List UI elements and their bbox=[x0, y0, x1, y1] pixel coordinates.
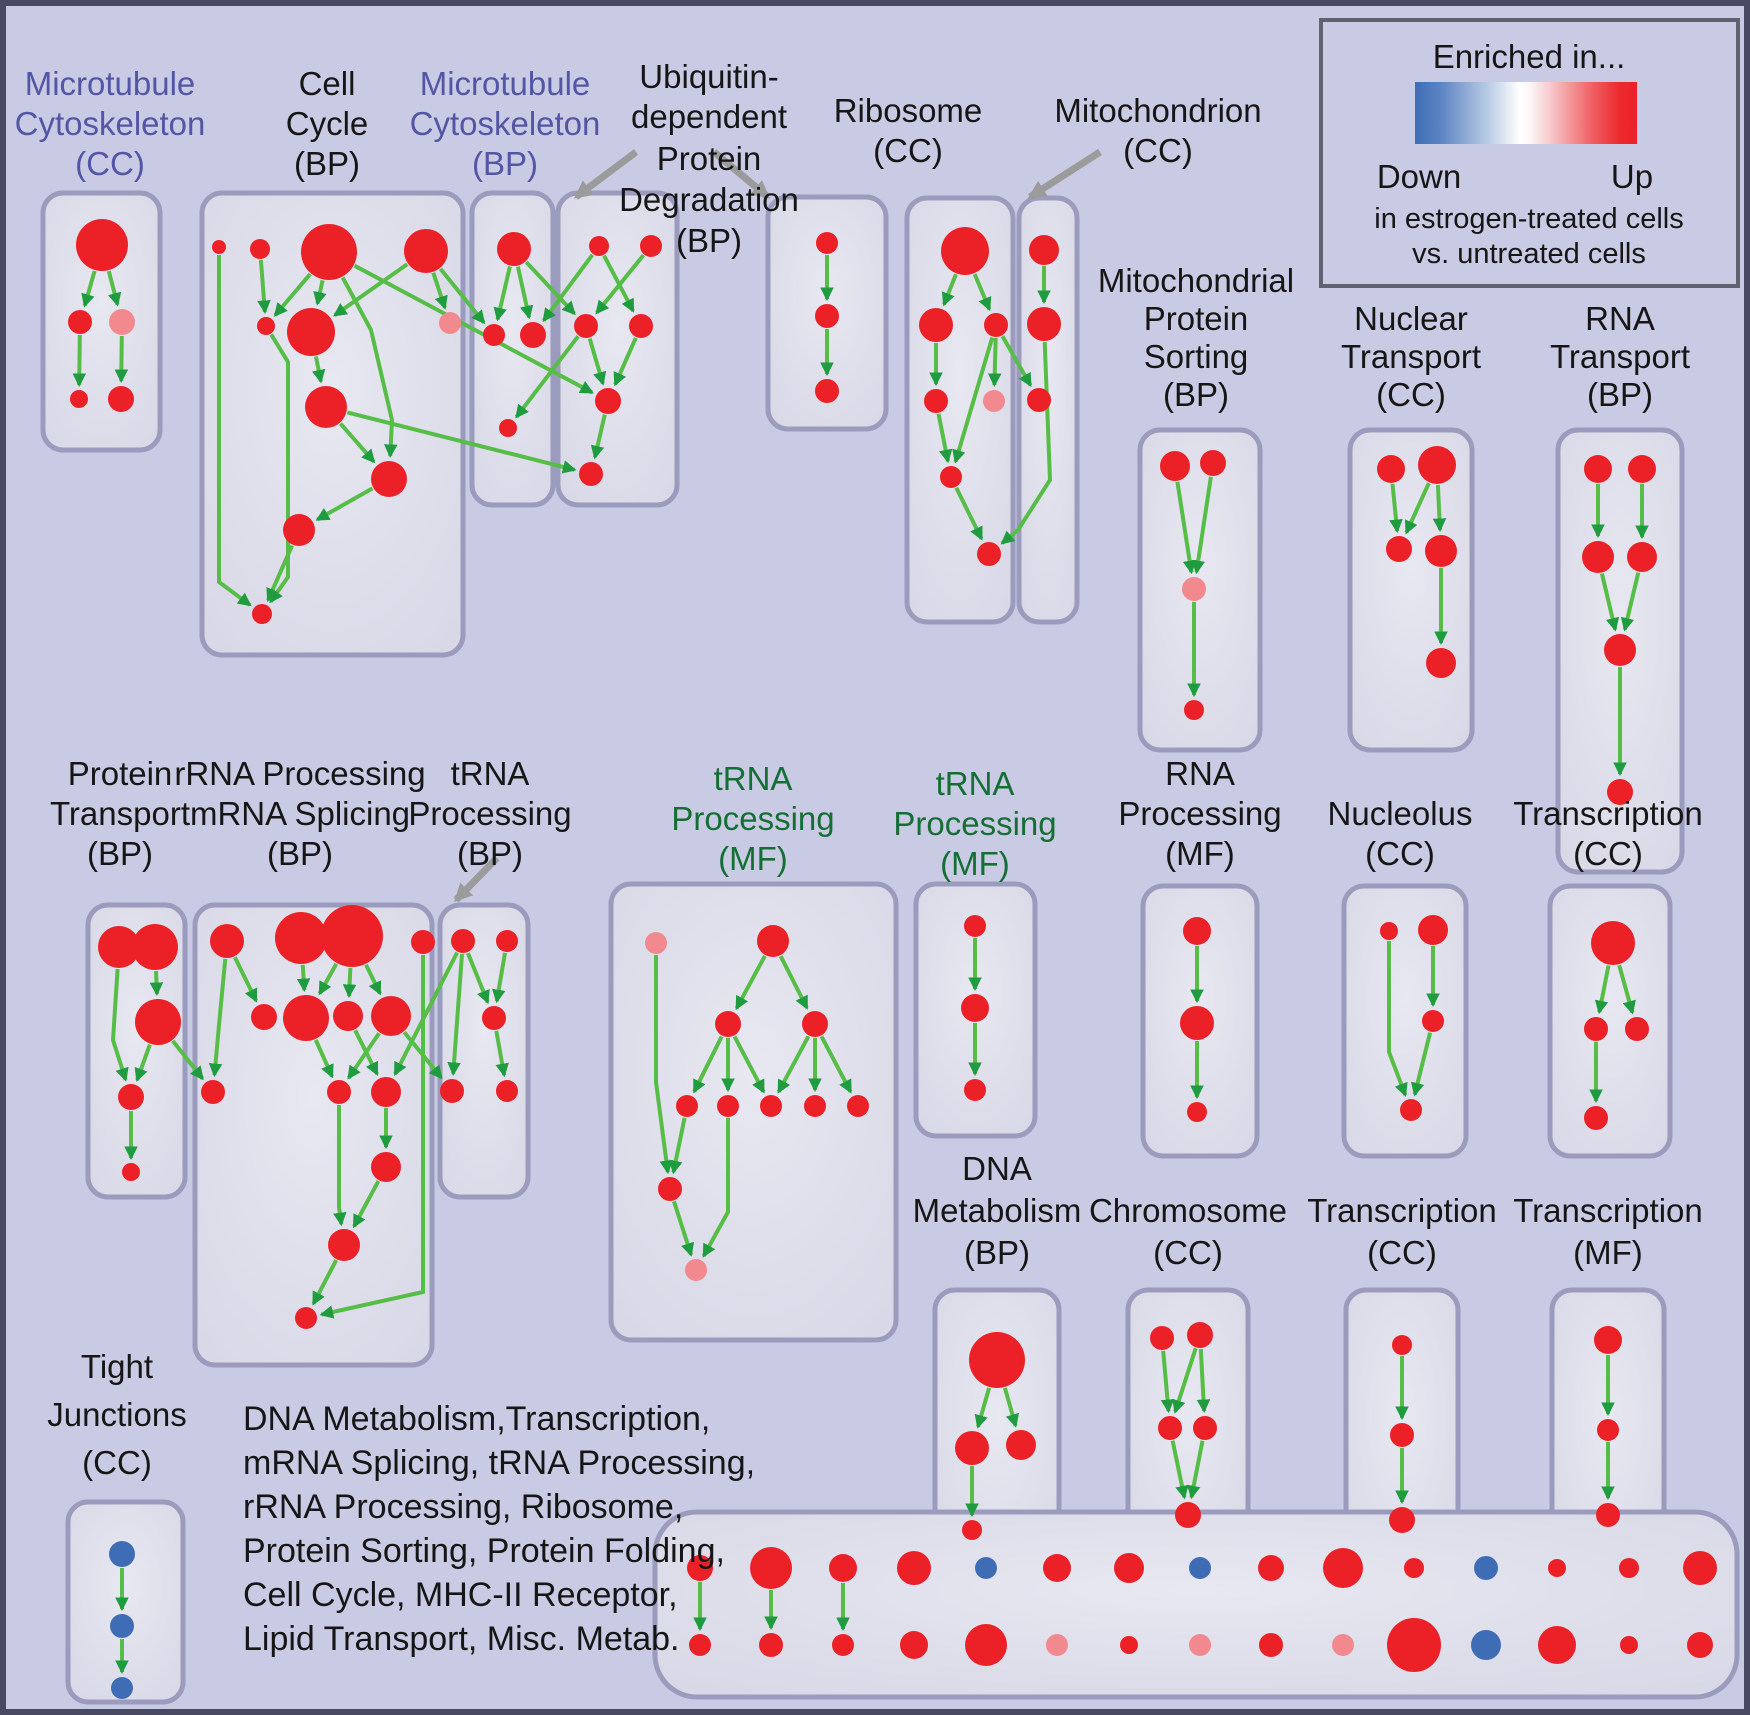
go-term-node bbox=[251, 1004, 277, 1030]
enrichment-edge bbox=[1438, 485, 1440, 530]
go-term-node bbox=[1418, 915, 1448, 945]
go-term-node bbox=[252, 604, 272, 624]
cluster-label-chromosome-cc: Chromosome bbox=[1088, 1192, 1288, 1229]
go-term-node bbox=[969, 1332, 1025, 1388]
go-term-node bbox=[1187, 1102, 1207, 1122]
go-term-node bbox=[924, 389, 948, 413]
go-term-node bbox=[579, 462, 603, 486]
cluster-label-transcription-cc-2: (CC) bbox=[1367, 1234, 1437, 1271]
cluster-label-ubiquitin-degradation-bp: Ubiquitin- bbox=[639, 58, 779, 95]
go-term-node bbox=[275, 912, 327, 964]
go-term-node bbox=[816, 232, 838, 254]
cluster-label-nucleolus-cc: (CC) bbox=[1365, 835, 1435, 872]
cluster-label-tight-junctions-cc: Tight bbox=[80, 1348, 154, 1385]
cluster-label-dna-metabolism-bp: Metabolism bbox=[912, 1192, 1082, 1229]
go-term-node bbox=[962, 1520, 982, 1540]
go-term-node bbox=[1377, 455, 1405, 483]
legend-subtitle-line1: in estrogen-treated cells bbox=[1374, 203, 1684, 235]
go-term-node bbox=[1582, 541, 1614, 573]
legend-down-label: Down bbox=[1376, 158, 1462, 195]
go-term-node bbox=[715, 1011, 741, 1037]
go-term-node bbox=[1628, 455, 1656, 483]
go-term-node bbox=[110, 1614, 134, 1638]
cluster-label-ubiquitin-degradation-bp: Degradation bbox=[619, 181, 799, 218]
go-term-node bbox=[1175, 1502, 1201, 1528]
go-term-node bbox=[201, 1080, 225, 1104]
cluster-label-rrna-processing-mrna-splicing-bp: (BP) bbox=[267, 835, 333, 872]
enrichment-edge bbox=[339, 1105, 341, 1224]
go-term-node bbox=[658, 1177, 682, 1201]
go-term-node bbox=[1625, 1017, 1649, 1041]
go-term-node bbox=[1620, 1636, 1638, 1654]
go-term-node bbox=[109, 309, 135, 335]
cluster-label-rna-transport-bp: RNA bbox=[1585, 300, 1655, 337]
go-term-node bbox=[118, 1084, 144, 1110]
go-term-node bbox=[371, 461, 407, 497]
cluster-label-trna-processing-mf-2: tRNA bbox=[935, 765, 1015, 802]
cluster-label-trna-processing-bp: Processing bbox=[408, 795, 572, 832]
cluster-label-dna-metabolism-bp: (BP) bbox=[964, 1234, 1030, 1271]
go-term-node bbox=[964, 1079, 986, 1101]
cluster-label-rrna-processing-mrna-splicing-bp: mRNA Splicing bbox=[189, 795, 411, 832]
go-term-node bbox=[757, 925, 789, 957]
go-term-node bbox=[483, 324, 505, 346]
go-term-node bbox=[111, 1677, 133, 1699]
misc-clusters-note: Protein Sorting, Protein Folding, bbox=[243, 1532, 725, 1570]
cluster-label-microtubule-cytoskeleton-cc: (CC) bbox=[75, 145, 145, 182]
misc-clusters-note: mRNA Splicing, tRNA Processing, bbox=[243, 1444, 756, 1482]
go-term-node bbox=[760, 1095, 782, 1117]
go-term-node bbox=[1184, 700, 1204, 720]
cluster-label-trna-processing-bp: (BP) bbox=[457, 835, 523, 872]
misc-clusters-note: rRNA Processing, Ribosome, bbox=[243, 1488, 684, 1526]
go-term-node bbox=[1332, 1634, 1354, 1656]
go-term-node bbox=[804, 1095, 826, 1117]
cluster-label-ubiquitin-degradation-bp: (BP) bbox=[676, 222, 742, 259]
go-term-node bbox=[1380, 922, 1398, 940]
cluster-box-tight-junctions-cc bbox=[68, 1502, 183, 1702]
cluster-label-rrna-processing-mrna-splicing-bp: rRNA Processing bbox=[174, 755, 426, 792]
go-term-node bbox=[1619, 1558, 1639, 1578]
go-term-node bbox=[482, 1006, 506, 1030]
cluster-label-transcription-cc-1: Transcription bbox=[1513, 795, 1703, 832]
go-term-node bbox=[333, 1001, 363, 1031]
go-term-node bbox=[759, 1633, 783, 1657]
cluster-label-trna-processing-bp: tRNA bbox=[450, 755, 530, 792]
go-term-node bbox=[1386, 536, 1412, 562]
go-term-node bbox=[595, 388, 621, 414]
cluster-label-nucleolus-cc: Nucleolus bbox=[1327, 795, 1473, 832]
misc-clusters-note: Cell Cycle, MHC-II Receptor, bbox=[243, 1576, 678, 1614]
go-term-node bbox=[404, 229, 448, 273]
go-term-node bbox=[676, 1095, 698, 1117]
go-term-node bbox=[122, 1163, 140, 1181]
go-term-node bbox=[1189, 1634, 1211, 1656]
go-term-node bbox=[815, 304, 839, 328]
cluster-label-microtubule-cytoskeleton-cc: Microtubule bbox=[24, 65, 196, 102]
go-term-node bbox=[1027, 388, 1051, 412]
cluster-label-mitochondrial-protein-sorting-bp: (BP) bbox=[1163, 376, 1229, 413]
go-term-node bbox=[132, 924, 178, 970]
cluster-label-microtubule-cytoskeleton-bp: (BP) bbox=[472, 145, 538, 182]
enrichment-edge bbox=[156, 971, 157, 994]
go-term-node bbox=[1180, 1006, 1214, 1040]
go-term-node bbox=[1258, 1555, 1284, 1581]
enrichment-edge bbox=[121, 336, 122, 381]
go-term-node bbox=[829, 1554, 857, 1582]
go-term-node bbox=[1596, 1503, 1620, 1527]
misc-clusters-note: DNA Metabolism,Transcription, bbox=[243, 1400, 711, 1438]
cluster-label-transcription-mf: Transcription bbox=[1513, 1192, 1703, 1229]
legend-subtitle-line2: vs. untreated cells bbox=[1412, 238, 1646, 270]
go-term-node bbox=[1182, 577, 1206, 601]
go-term-node bbox=[321, 905, 383, 967]
go-term-node bbox=[295, 1307, 317, 1329]
go-term-node bbox=[287, 308, 335, 356]
cluster-label-nuclear-transport-cc: Nuclear bbox=[1354, 300, 1468, 337]
go-term-node bbox=[1597, 1419, 1619, 1441]
go-term-node bbox=[1594, 1326, 1622, 1354]
go-term-node bbox=[640, 235, 662, 257]
legend-title: Enriched in... bbox=[1432, 38, 1626, 75]
go-term-node bbox=[1200, 450, 1226, 476]
go-term-node bbox=[847, 1095, 869, 1117]
go-term-node bbox=[210, 924, 244, 958]
go-term-node bbox=[589, 236, 609, 256]
cluster-label-transcription-cc-1: (CC) bbox=[1573, 835, 1643, 872]
legend-gradient-bar bbox=[1415, 82, 1637, 144]
enrichment-edge bbox=[994, 338, 995, 385]
go-term-node bbox=[645, 932, 667, 954]
cluster-label-rna-transport-bp: (BP) bbox=[1587, 376, 1653, 413]
go-term-node bbox=[1193, 1416, 1217, 1440]
go-term-node bbox=[411, 930, 435, 954]
go-term-node bbox=[961, 994, 989, 1022]
go-term-node bbox=[283, 514, 315, 546]
go-term-node bbox=[1471, 1630, 1501, 1660]
go-term-node bbox=[76, 219, 128, 271]
go-term-node bbox=[1591, 921, 1635, 965]
go-term-node bbox=[955, 1431, 989, 1465]
go-term-node bbox=[1183, 917, 1211, 945]
go-term-node bbox=[108, 386, 134, 412]
go-term-node bbox=[1538, 1626, 1576, 1664]
go-term-node bbox=[1418, 446, 1456, 484]
cluster-label-rna-transport-bp: Transport bbox=[1550, 338, 1690, 375]
cluster-label-tight-junctions-cc: (CC) bbox=[82, 1444, 152, 1481]
go-term-node bbox=[1426, 648, 1456, 678]
cluster-label-trna-processing-mf-1: tRNA bbox=[713, 760, 793, 797]
go-term-node bbox=[257, 317, 275, 335]
cluster-label-trna-processing-mf-2: Processing bbox=[893, 805, 1057, 842]
go-term-node bbox=[1158, 1416, 1182, 1440]
go-term-node bbox=[440, 1079, 464, 1103]
go-term-node bbox=[70, 390, 88, 408]
cluster-label-dna-metabolism-bp: DNA bbox=[962, 1150, 1032, 1187]
go-term-node bbox=[1189, 1557, 1211, 1579]
cluster-label-mitochondrial-protein-sorting-bp: Mitochondrial bbox=[1097, 262, 1295, 299]
go-term-node bbox=[301, 224, 357, 280]
go-term-node bbox=[1584, 1106, 1608, 1130]
go-term-node bbox=[689, 1634, 711, 1656]
go-term-node bbox=[750, 1547, 792, 1589]
go-term-node bbox=[1160, 451, 1190, 481]
go-term-node bbox=[1029, 235, 1059, 265]
go-term-node bbox=[685, 1259, 707, 1281]
go-term-node bbox=[371, 996, 411, 1036]
go-term-node bbox=[983, 390, 1005, 412]
go-term-node bbox=[629, 314, 653, 338]
go-term-node bbox=[1584, 1017, 1608, 1041]
enrichment-edge bbox=[79, 335, 80, 385]
misc-clusters-note: Lipid Transport, Misc. Metab. bbox=[243, 1620, 680, 1658]
cluster-label-trna-processing-mf-1: Processing bbox=[671, 800, 835, 837]
go-term-node bbox=[1187, 1322, 1213, 1348]
cluster-label-chromosome-cc: (CC) bbox=[1153, 1234, 1223, 1271]
go-term-node bbox=[1323, 1548, 1363, 1588]
go-term-node bbox=[1400, 1099, 1422, 1121]
cluster-label-ubiquitin-degradation-bp: Protein bbox=[656, 140, 762, 177]
go-term-node bbox=[135, 999, 181, 1045]
cluster-label-rna-processing-mf: Processing bbox=[1118, 795, 1282, 832]
go-term-node bbox=[1043, 1554, 1071, 1582]
go-term-node bbox=[919, 308, 953, 342]
go-term-node bbox=[1683, 1551, 1717, 1585]
cluster-label-mitochondrial-protein-sorting-bp: Protein bbox=[1143, 300, 1249, 337]
cluster-label-trna-processing-mf-1: (MF) bbox=[718, 840, 788, 877]
cluster-label-transcription-mf: (MF) bbox=[1573, 1234, 1643, 1271]
go-term-node bbox=[327, 1080, 351, 1104]
cluster-label-mitochondrion-cc: (CC) bbox=[1123, 132, 1193, 169]
go-term-node bbox=[832, 1634, 854, 1656]
go-term-node bbox=[815, 379, 839, 403]
go-term-node bbox=[975, 1557, 997, 1579]
go-term-node bbox=[1687, 1632, 1713, 1658]
cluster-label-transcription-cc-2: Transcription bbox=[1307, 1192, 1497, 1229]
go-term-node bbox=[499, 419, 517, 437]
go-term-node bbox=[520, 322, 546, 348]
go-term-node bbox=[371, 1152, 401, 1182]
go-term-node bbox=[1390, 1423, 1414, 1447]
go-term-node bbox=[984, 313, 1008, 337]
cluster-label-protein-transport-bp: Transport bbox=[50, 795, 190, 832]
go-term-node bbox=[1389, 1507, 1415, 1533]
legend-up-label: Up bbox=[1610, 158, 1654, 195]
cluster-label-nuclear-transport-cc: (CC) bbox=[1376, 376, 1446, 413]
cluster-label-microtubule-cytoskeleton-bp: Microtubule bbox=[419, 65, 591, 102]
cluster-label-rna-processing-mf: (MF) bbox=[1165, 835, 1235, 872]
go-term-node bbox=[1387, 1618, 1441, 1672]
cluster-label-cell-cycle-bp: (BP) bbox=[294, 145, 360, 182]
go-term-node bbox=[451, 929, 475, 953]
go-term-node bbox=[212, 240, 226, 254]
go-term-node bbox=[977, 542, 1001, 566]
cluster-label-protein-transport-bp: Protein bbox=[67, 755, 173, 792]
go-term-node bbox=[1150, 1326, 1174, 1350]
go-term-node bbox=[109, 1541, 135, 1567]
cluster-label-cell-cycle-bp: Cycle bbox=[285, 105, 369, 142]
cluster-box-misc-clusters bbox=[655, 1512, 1737, 1697]
cluster-label-ribosome-cc: Ribosome bbox=[833, 92, 983, 129]
cluster-label-cell-cycle-bp: Cell bbox=[298, 65, 356, 102]
go-term-node bbox=[1027, 307, 1061, 341]
go-term-node bbox=[1584, 455, 1612, 483]
go-term-node bbox=[496, 1080, 518, 1102]
go-term-node bbox=[328, 1229, 360, 1261]
go-term-node bbox=[439, 312, 461, 334]
go-term-node bbox=[897, 1551, 931, 1585]
go-term-node bbox=[1404, 1558, 1424, 1578]
go-term-node bbox=[1259, 1633, 1283, 1657]
go-term-node bbox=[1120, 1636, 1138, 1654]
go-term-node bbox=[1392, 1335, 1412, 1355]
cluster-box-nuclear-transport-cc bbox=[1350, 430, 1472, 750]
cluster-label-mitochondrion-cc: Mitochondrion bbox=[1054, 92, 1262, 129]
cluster-label-microtubule-cytoskeleton-bp: Cytoskeleton bbox=[409, 105, 601, 142]
go-term-node bbox=[283, 995, 329, 1041]
go-term-node bbox=[1474, 1556, 1498, 1580]
cluster-label-rna-processing-mf: RNA bbox=[1165, 755, 1235, 792]
enrichment-edge bbox=[303, 965, 305, 990]
cluster-label-protein-transport-bp: (BP) bbox=[87, 835, 153, 872]
go-term-node bbox=[964, 915, 986, 937]
go-term-node bbox=[1627, 542, 1657, 572]
go-term-node bbox=[1046, 1634, 1068, 1656]
go-term-node bbox=[250, 239, 270, 259]
go-term-node bbox=[1548, 1559, 1566, 1577]
go-term-node bbox=[900, 1631, 928, 1659]
go-term-node bbox=[1006, 1430, 1036, 1460]
go-term-node bbox=[1604, 634, 1636, 666]
go-term-node bbox=[496, 930, 518, 952]
go-term-node bbox=[1114, 1553, 1144, 1583]
go-term-node bbox=[371, 1077, 401, 1107]
go-term-node bbox=[68, 310, 92, 334]
cluster-label-ribosome-cc: (CC) bbox=[873, 132, 943, 169]
go-term-node bbox=[717, 1095, 739, 1117]
go-term-node bbox=[305, 386, 347, 428]
go-term-node bbox=[802, 1011, 828, 1037]
go-term-node bbox=[1425, 535, 1457, 567]
cluster-label-mitochondrial-protein-sorting-bp: Sorting bbox=[1143, 338, 1249, 375]
cluster-label-trna-processing-mf-2: (MF) bbox=[940, 845, 1010, 882]
go-term-node bbox=[574, 314, 598, 338]
cluster-label-ubiquitin-degradation-bp: dependent bbox=[631, 98, 787, 135]
cluster-label-tight-junctions-cc: Junctions bbox=[47, 1396, 187, 1433]
go-term-node bbox=[940, 466, 962, 488]
go-term-node bbox=[941, 227, 989, 275]
go-term-node bbox=[497, 232, 531, 266]
go-term-node bbox=[1422, 1010, 1444, 1032]
cluster-label-nuclear-transport-cc: Transport bbox=[1341, 338, 1481, 375]
enrichment-edge bbox=[349, 968, 350, 996]
cluster-label-microtubule-cytoskeleton-cc: Cytoskeleton bbox=[14, 105, 206, 142]
go-term-node bbox=[965, 1624, 1007, 1666]
